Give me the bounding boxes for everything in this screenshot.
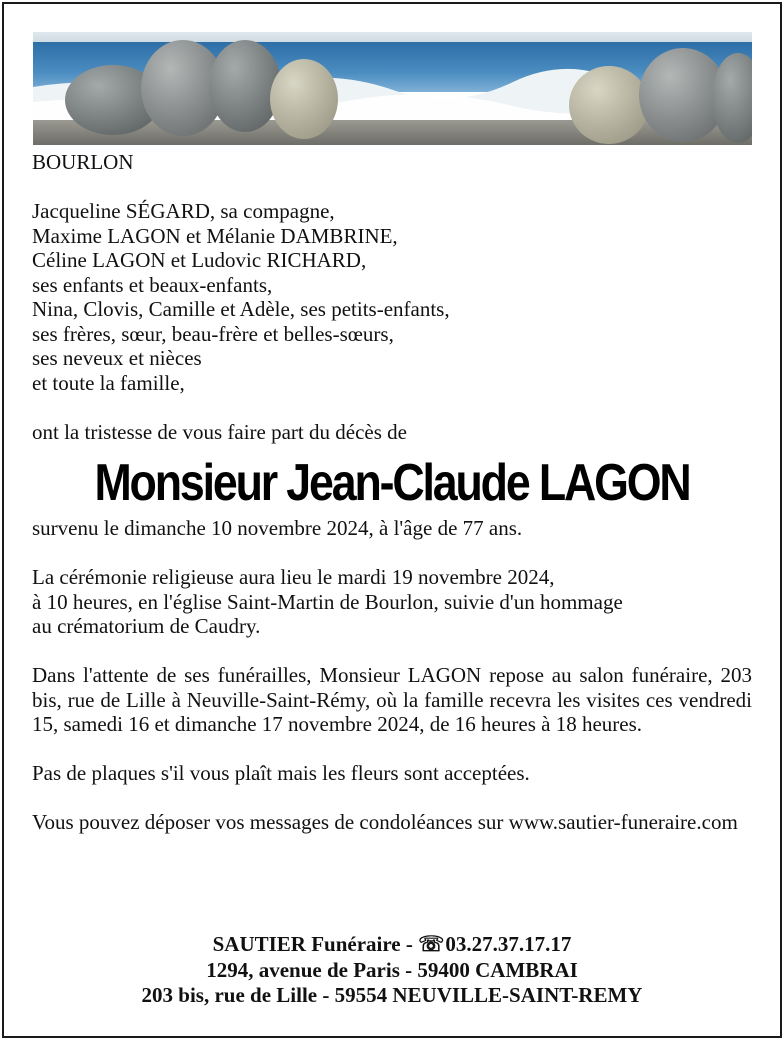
banner-image-pebbles: [33, 32, 752, 145]
family-line: ses frères, sœur, beau-frère et belles-sœurs,: [32, 321, 394, 346]
notice-body: [32, 150, 752, 835]
funeral-home-phone: 03.27.37.17.17: [445, 932, 572, 956]
family-line: ses neveux et nièces: [32, 346, 202, 370]
flowers-note: Pas de plaques s'il vous plaît mais les fleurs sont acceptées.: [32, 761, 530, 785]
location: BOURLON: [32, 150, 134, 174]
funeral-home-block: [32, 932, 752, 1009]
ceremony-line: au crématorium de Caudry.: [32, 614, 261, 638]
family-line: Jacqueline SÉGARD, sa compagne,: [32, 199, 335, 223]
family-line: ses enfants et beaux-enfants,: [32, 272, 273, 297]
pebbles-illustration: [33, 32, 752, 145]
ceremony-line: La cérémonie religieuse aura lieu le mardi 19 novembre 2024,: [32, 565, 555, 589]
death-info: survenu le dimanche 10 novembre 2024, à l'âge de 77 ans.: [32, 516, 523, 540]
funeral-home-address-2: 203 bis, rue de Lille - 59554 NEUVILLE-SAINT-REMY: [141, 983, 643, 1007]
family-line: et toute la famille,: [32, 370, 185, 395]
phone-icon: ☏: [418, 932, 445, 956]
funeral-home-name: SAUTIER Funéraire -: [212, 932, 413, 956]
condolences-paragraph: Vous pouvez déposer vos messages de condoléances sur www.sautier-funeraire.com: [32, 810, 738, 834]
announcement: ont la tristesse de vous faire part du décès de: [32, 419, 407, 444]
family-line: Maxime LAGON et Mélanie DAMBRINE,: [32, 223, 398, 248]
ceremony-line: à 10 heures, en l'église Saint-Martin de Bourlon, suivie d'un hommage: [32, 589, 623, 614]
funeral-home-address-1: 1294, avenue de Paris - 59400 CAMBRAI: [206, 957, 578, 982]
family-line: Nina, Clovis, Camille et Adèle, ses petits-enfants,: [32, 297, 450, 321]
funeral-home-line-1: [32, 932, 752, 958]
deceased-name: Monsieur Jean-Claude LAGON: [94, 454, 690, 512]
visitation-paragraph: Dans l'attente de ses funérailles, Monsieur LAGON repose au salon funéraire, 203 bis, rue de Lille à Neuville-Saint-Rémy, où la famille recevra les visites ces vendredi 15, samedi 16 et dimanche 17 novembre 2024, de 16 heures à 18 heures.: [32, 663, 752, 736]
family-line: Céline LAGON et Ludovic RICHARD,: [32, 248, 367, 272]
